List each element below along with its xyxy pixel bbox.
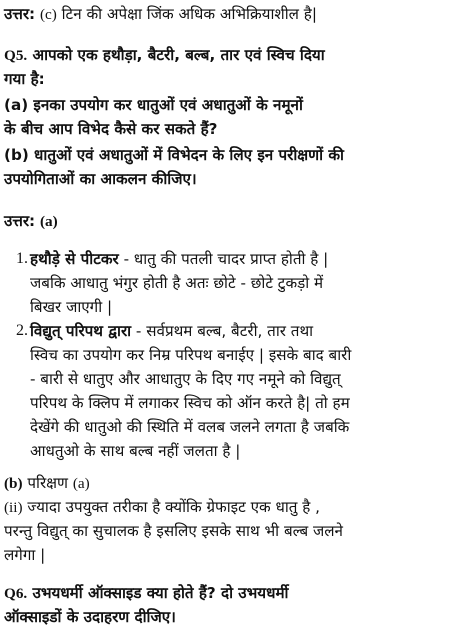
answer-b-line-3: लगेगा |: [4, 546, 46, 564]
item-2-line-3: - बारी से धातुए और आधातुए के दिए गए नमूने को विद्युत्: [30, 370, 341, 388]
question-5-text-1: आपको एक हथौड़ा, बैटरी, बल्ब, तार एवं स्विच दिया: [32, 46, 325, 64]
question-5-line-2: गया है:: [4, 70, 45, 88]
answer-option: (c): [39, 6, 57, 23]
answer-text: टिन की अपेक्षा जिंक अधिक अभिक्रियाशील है|: [61, 5, 317, 23]
item-1-line-3: बिखर जाएगी |: [30, 298, 113, 316]
item-2-line-2: स्विच का उपयोग कर निम्र परिपथ बनाईए | इसके बाद बारी: [30, 346, 352, 364]
answer-heading-option: (a): [39, 213, 58, 230]
answer-b-option: (a): [72, 475, 90, 492]
question-5b-line-1: (b) धातुओं एवं अधातुओं में विभेदन के लिए इन परीक्षणों की: [4, 146, 344, 164]
item-1-line-1: [30, 248, 328, 270]
question-6-text-1: उभयधर्मी ऑक्साइड क्या होते हैं? दो उभयधर्मी: [32, 584, 289, 602]
answer-b-label: (b): [4, 475, 23, 492]
question-6-line-1: [4, 582, 288, 605]
question-6-line-2: ऑक्साइडों के उदाहरण दीजिए।: [4, 608, 176, 626]
item-2-text-1: - सर्वप्रथम बल्ब, बैटरी, तार तथा: [131, 322, 314, 340]
item-1-line-2: जबकि आधातु भंगुर होती है अतः छोटे - छोटे टुकड़ो में: [30, 274, 324, 292]
item-1-number: 1.: [16, 250, 28, 267]
item-2-title: विद्युत् परिपथ द्वारा: [30, 322, 132, 340]
answer-b-line-2: परन्तु विद्युत् का सुचालक है इसलिए इसके साथ भी बल्ब जलने: [4, 522, 343, 540]
answer-b-line-1: [4, 496, 320, 519]
previous-answer-line: [4, 3, 317, 26]
answer-heading-label: उत्तर:: [4, 212, 36, 230]
item-2-line-6: आधतुओ के साथ बल्ब नहीं जलता है |: [30, 442, 241, 460]
item-2-line-4: परिपथ के क्लिप में लगाकर स्विच को ऑन करते है| तो हम: [30, 394, 350, 412]
question-5a-line-2: के बीच आप विभेद कैसे कर सकते हैं?: [4, 120, 218, 138]
question-5b-line-2: उपयोगिताओं का आकलन कीजिए।: [4, 170, 197, 188]
item-2-number: 2.: [16, 322, 28, 339]
question-5-line-1: [4, 44, 325, 67]
item-1-text-1: - धातु की पतली चादर प्राप्त होती है |: [118, 250, 329, 268]
item-2-line-1: [30, 320, 313, 342]
answer-b-text-1: ज्यादा उपयुक्त तरीका है क्योंकि ग्रेफाइट एक धातु है ,: [27, 498, 320, 516]
answer-heading: [4, 210, 58, 233]
item-1-title: हथौड़े से पीटकर: [30, 250, 119, 268]
question-5a-line-1: (a) इनका उपयोग कर धातुओं एवं अधातुओं के नमूनों: [4, 96, 303, 114]
answer-b-roman: (ii): [4, 499, 23, 516]
answer-label: उत्तर:: [4, 5, 36, 23]
item-2-line-5: देखेंगे की धातुओ की स्थिति में वलब जलने लगता है जबकि: [30, 418, 350, 436]
question-6-number: Q6.: [4, 585, 28, 602]
answer-b-word: परिक्षण: [27, 474, 69, 492]
question-number: Q5.: [4, 47, 28, 64]
answer-b-heading: [4, 472, 90, 495]
